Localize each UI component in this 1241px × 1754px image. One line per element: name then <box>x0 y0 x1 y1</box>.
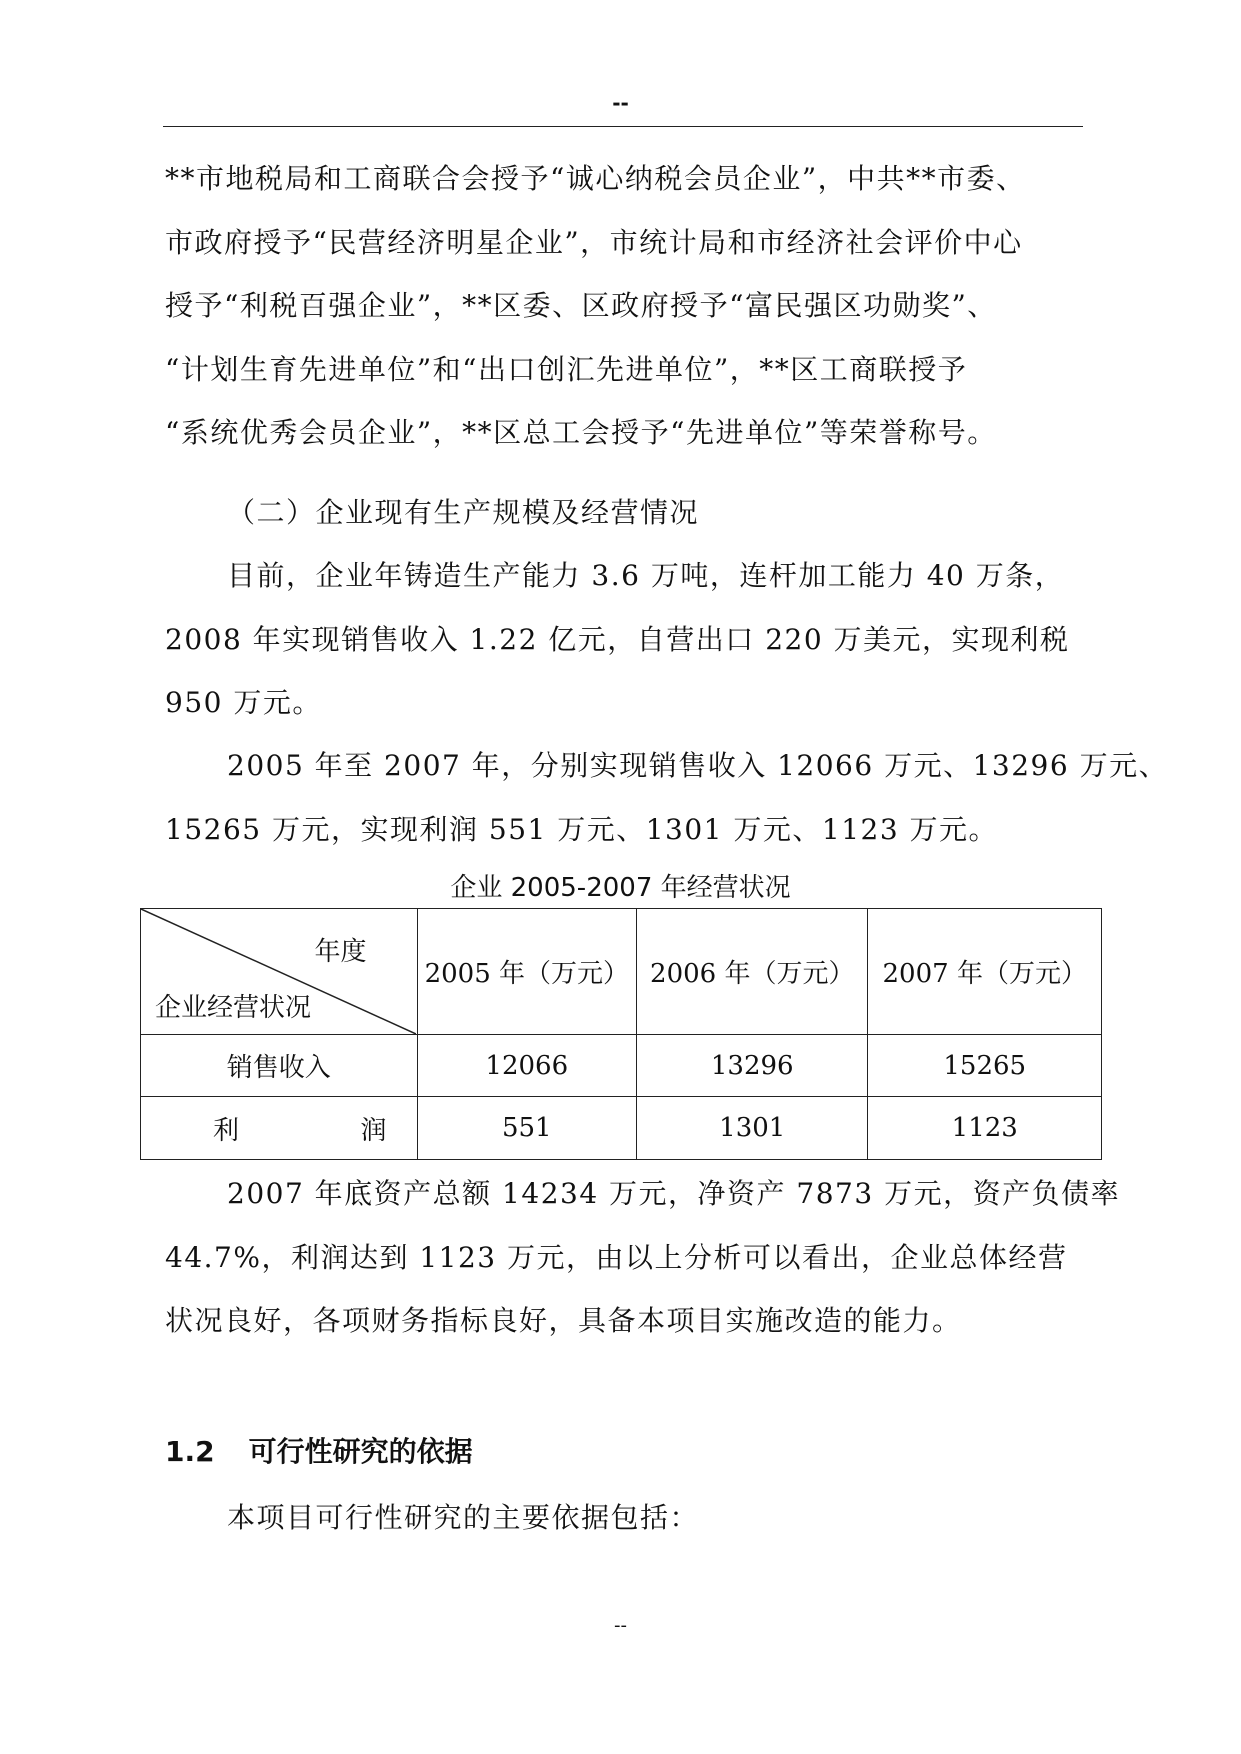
row-label-part: 利 <box>213 1115 240 1146</box>
subheading-text: （二）企业现有生产规模及经营情况 <box>227 496 700 529</box>
page-footer-mark: -- <box>614 1615 627 1636</box>
capacity-paragraph <box>165 544 1085 735</box>
table-row <box>141 1097 1102 1160</box>
table-cell: 12066 <box>417 1035 636 1097</box>
column-header: 2007 年（万元） <box>868 909 1102 1035</box>
row-label: 销售收入 <box>141 1035 418 1097</box>
paragraph-line: 2007 年底资产总额 14234 万元，净资产 7873 万元，资产负债率 <box>227 1177 1121 1210</box>
honors-paragraph <box>165 147 1085 465</box>
table-corner-cell <box>141 909 418 1035</box>
table-row <box>141 1035 1102 1097</box>
subsection-heading <box>165 481 1085 545</box>
paragraph-line: 15265 万元，实现利润 551 万元、1301 万元、1123 万元。 <box>165 812 999 846</box>
paragraph-line: 2005 年至 2007 年，分别实现销售收入 12066 万元、13296 万元、 <box>227 749 1169 782</box>
section-heading <box>165 1430 473 1470</box>
paragraph-line: “计划生育先进单位”和“出口创汇先进单位”，**区工商联授予 <box>165 352 968 386</box>
table-header-row <box>141 909 1102 1035</box>
paragraph-line: 本项目可行性研究的主要依据包括： <box>227 1501 700 1534</box>
table-cell: 551 <box>417 1097 636 1160</box>
paragraph-line: 市政府授予“民营经济明星企业”，市统计局和市经济社会评价中心 <box>165 225 1023 259</box>
corner-label-status: 企业经营状况 <box>155 993 312 1023</box>
table-cell: 15265 <box>868 1035 1102 1097</box>
column-header: 2006 年（万元） <box>637 909 868 1035</box>
paragraph-line: 44.7%，利润达到 1123 万元，由以上分析可以看出，企业总体经营 <box>165 1240 1068 1274</box>
section-title: 可行性研究的依据 <box>248 1435 473 1468</box>
row-label <box>141 1097 418 1160</box>
paragraph-line: 950 万元。 <box>165 686 322 719</box>
corner-label-year: 年度 <box>314 937 367 967</box>
assets-paragraph <box>165 1162 1121 1353</box>
table-cell: 1123 <box>868 1097 1102 1160</box>
section-number: 1.2 <box>165 1435 215 1468</box>
paragraph-line: 2008 年实现销售收入 1.22 亿元，自营出口 220 万美元，实现利税 <box>165 622 1070 656</box>
revenue-paragraph <box>165 734 1169 861</box>
page-header-mark: -- <box>612 91 629 115</box>
paragraph-line: **市地税局和工商联合会授予“诚心纳税会员企业”，中共**市委、 <box>165 162 1026 195</box>
basis-paragraph <box>165 1486 1085 1550</box>
header-divider <box>163 126 1083 127</box>
operations-table <box>140 908 1102 1160</box>
table-caption: 企业 2005-2007 年经营状况 <box>450 873 791 903</box>
row-label-part: 润 <box>360 1115 387 1146</box>
paragraph-line: “系统优秀会员企业”，**区总工会授予“先进单位”等荣誉称号。 <box>165 416 997 449</box>
paragraph-line: 目前，企业年铸造生产能力 3.6 万吨，连杆加工能力 40 万条， <box>227 559 1065 592</box>
paragraph-line: 授予“利税百强企业”，**区委、区政府授予“富民强区功勋奖”、 <box>165 289 997 322</box>
column-header: 2005 年（万元） <box>417 909 636 1035</box>
table-cell: 1301 <box>637 1097 868 1160</box>
paragraph-line: 状况良好，各项财务指标良好，具备本项目实施改造的能力。 <box>165 1304 962 1337</box>
table-cell: 13296 <box>637 1035 868 1097</box>
